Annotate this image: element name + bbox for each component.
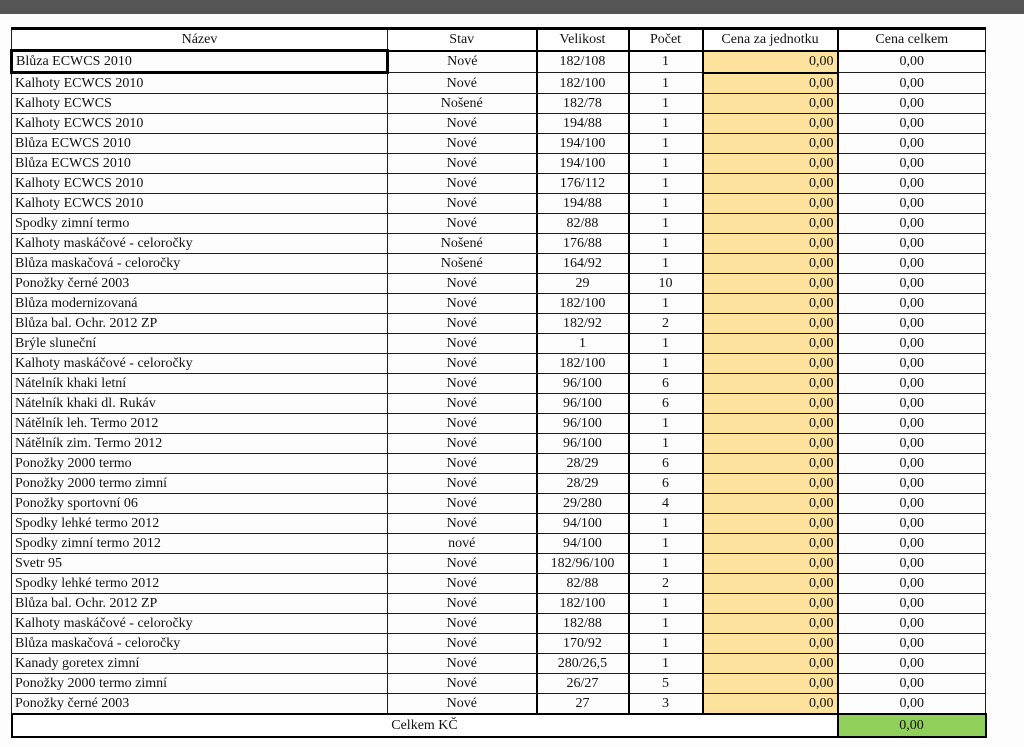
- table-row: [12, 134, 986, 154]
- cell-total-price[interactable]: 0,00: [838, 354, 986, 374]
- table-row: [12, 674, 986, 694]
- summary-total[interactable]: 0,00: [838, 714, 986, 737]
- cell-count[interactable]: 1: [629, 94, 703, 114]
- table-row: [12, 634, 986, 654]
- cell-count[interactable]: 1: [629, 254, 703, 274]
- cell-count[interactable]: 1: [629, 134, 703, 154]
- table-row: [12, 374, 986, 394]
- cell-total-price[interactable]: 0,00: [838, 594, 986, 614]
- cell-total-price[interactable]: 0,00: [838, 514, 986, 534]
- table-row: [12, 554, 986, 574]
- cell-unit-price[interactable]: 0,00: [703, 134, 838, 154]
- cell-total-price[interactable]: 0,00: [838, 334, 986, 354]
- table-row: [12, 174, 986, 194]
- cell-count[interactable]: 1: [629, 594, 703, 614]
- cell-total-price[interactable]: 0,00: [838, 634, 986, 654]
- cell-state[interactable]: Nové: [388, 174, 537, 194]
- cell-total-price[interactable]: 0,00: [838, 374, 986, 394]
- cell-unit-price[interactable]: 0,00: [703, 234, 838, 254]
- cell-total-price[interactable]: 0,00: [838, 234, 986, 254]
- cell-count[interactable]: 1: [629, 414, 703, 434]
- cell-count[interactable]: 1: [629, 534, 703, 554]
- table-row: [12, 534, 986, 554]
- cell-name[interactable]: Spodky zimní termo: [12, 214, 388, 234]
- cell-total-price[interactable]: 0,00: [838, 454, 986, 474]
- cell-total-price[interactable]: 0,00: [838, 154, 986, 174]
- cell-size[interactable]: 96/100: [537, 374, 629, 394]
- cell-unit-price[interactable]: 0,00: [703, 374, 838, 394]
- cell-state[interactable]: Nošené: [388, 254, 537, 274]
- cell-size[interactable]: 164/92: [537, 254, 629, 274]
- cell-state[interactable]: Nové: [388, 51, 537, 73]
- cell-unit-price[interactable]: 0,00: [703, 394, 838, 414]
- table-row: [12, 94, 986, 114]
- cell-name[interactable]: Blůza bal. Ochr. 2012 ZP: [12, 314, 388, 334]
- header-row: [12, 29, 986, 51]
- cell-unit-price[interactable]: 0,00: [703, 154, 838, 174]
- cell-unit-price[interactable]: 0,00: [703, 274, 838, 294]
- table-row: [12, 614, 986, 634]
- cell-unit-price[interactable]: 0,00: [703, 434, 838, 454]
- cell-count[interactable]: 1: [629, 294, 703, 314]
- cell-unit-price[interactable]: 0,00: [703, 494, 838, 514]
- cell-size[interactable]: 182/100: [537, 594, 629, 614]
- cell-size[interactable]: 29/280: [537, 494, 629, 514]
- cell-size[interactable]: 182/92: [537, 314, 629, 334]
- cell-unit-price[interactable]: 0,00: [703, 574, 838, 594]
- cell-total-price[interactable]: 0,00: [838, 94, 986, 114]
- cell-name[interactable]: Brýle sluneční: [12, 334, 388, 354]
- cell-name[interactable]: Blůza maskačová - celoročky: [12, 634, 388, 654]
- cell-unit-price[interactable]: 0,00: [703, 214, 838, 234]
- header-unit-price: Cena za jednotku: [703, 29, 838, 51]
- table-row: [12, 694, 986, 715]
- cell-state[interactable]: Nové: [388, 134, 537, 154]
- cell-size[interactable]: 182/100: [537, 354, 629, 374]
- table-row: [12, 394, 986, 414]
- cell-state[interactable]: Nové: [388, 494, 537, 514]
- table-row: [12, 234, 986, 254]
- table-row: [12, 194, 986, 214]
- cell-total-price[interactable]: 0,00: [838, 534, 986, 554]
- cell-state[interactable]: Nové: [388, 634, 537, 654]
- top-bar: [0, 0, 1024, 14]
- cell-unit-price[interactable]: 0,00: [703, 414, 838, 434]
- cell-name[interactable]: Blůza ECWCS 2010: [12, 51, 388, 73]
- cell-size[interactable]: 94/100: [537, 514, 629, 534]
- cell-name[interactable]: Kalhoty maskáčové - celoročky: [12, 234, 388, 254]
- cell-name[interactable]: Kalhoty ECWCS 2010: [12, 73, 388, 94]
- cell-total-price[interactable]: 0,00: [838, 274, 986, 294]
- cell-total-price[interactable]: 0,00: [838, 434, 986, 454]
- header-total-price: Cena celkem: [838, 29, 986, 51]
- table-row: [12, 114, 986, 134]
- cell-state[interactable]: Nové: [388, 574, 537, 594]
- cell-name[interactable]: Kanady goretex zimní: [12, 654, 388, 674]
- header-name: Název: [12, 29, 388, 51]
- cell-unit-price[interactable]: 0,00: [703, 534, 838, 554]
- cell-state[interactable]: Nové: [388, 614, 537, 634]
- cell-total-price[interactable]: 0,00: [838, 73, 986, 94]
- cell-state[interactable]: Nové: [388, 114, 537, 134]
- cell-unit-price[interactable]: 0,00: [703, 294, 838, 314]
- cell-count[interactable]: 1: [629, 114, 703, 134]
- cell-count[interactable]: 1: [629, 73, 703, 94]
- cell-state[interactable]: Nové: [388, 334, 537, 354]
- table-row: [12, 514, 986, 534]
- cell-size[interactable]: 182/96/100: [537, 554, 629, 574]
- cell-unit-price[interactable]: 0,00: [703, 354, 838, 374]
- cell-count[interactable]: 3: [629, 694, 703, 715]
- cell-unit-price[interactable]: 0,00: [703, 51, 838, 73]
- header-state: Stav: [388, 29, 537, 51]
- cell-count[interactable]: 10: [629, 274, 703, 294]
- cell-name[interactable]: Ponožky sportovní 06: [12, 494, 388, 514]
- cell-name[interactable]: Kalhoty maskáčové - celoročky: [12, 614, 388, 634]
- cell-name[interactable]: Kalhoty ECWCS 2010: [12, 114, 388, 134]
- cell-state[interactable]: Nové: [388, 314, 537, 334]
- cell-size[interactable]: 194/88: [537, 194, 629, 214]
- cell-name[interactable]: Ponožky černé 2003: [12, 274, 388, 294]
- cell-size[interactable]: 28/29: [537, 474, 629, 494]
- cell-total-price[interactable]: 0,00: [838, 494, 986, 514]
- cell-total-price[interactable]: 0,00: [838, 574, 986, 594]
- cell-size[interactable]: 96/100: [537, 434, 629, 454]
- cell-unit-price[interactable]: 0,00: [703, 174, 838, 194]
- summary-row: [12, 714, 986, 737]
- cell-unit-price[interactable]: 0,00: [703, 194, 838, 214]
- table-row: [12, 414, 986, 434]
- table-row: [12, 154, 986, 174]
- cell-size[interactable]: 96/100: [537, 394, 629, 414]
- cell-state[interactable]: Nové: [388, 354, 537, 374]
- cell-count[interactable]: 1: [629, 354, 703, 374]
- cell-count[interactable]: 4: [629, 494, 703, 514]
- cell-state[interactable]: Nové: [388, 194, 537, 214]
- cell-total-price[interactable]: 0,00: [838, 174, 986, 194]
- cell-count[interactable]: 1: [629, 634, 703, 654]
- cell-state[interactable]: Nové: [388, 214, 537, 234]
- cell-unit-price[interactable]: 0,00: [703, 514, 838, 534]
- cell-size[interactable]: 182/78: [537, 94, 629, 114]
- table-row: [12, 574, 986, 594]
- cell-size[interactable]: 170/92: [537, 634, 629, 654]
- cell-name[interactable]: Ponožky 2000 termo zimní: [12, 674, 388, 694]
- table-row: [12, 474, 986, 494]
- cell-state[interactable]: Nové: [388, 514, 537, 534]
- cell-state[interactable]: Nové: [388, 474, 537, 494]
- table-row: [12, 294, 986, 314]
- cell-name[interactable]: Ponožky černé 2003: [12, 694, 388, 715]
- cell-unit-price[interactable]: 0,00: [703, 94, 838, 114]
- cell-name[interactable]: Kalhoty ECWCS 2010: [12, 174, 388, 194]
- cell-total-price[interactable]: 0,00: [838, 414, 986, 434]
- cell-name[interactable]: Ponožky 2000 termo: [12, 454, 388, 474]
- cell-size[interactable]: 29: [537, 274, 629, 294]
- cell-state[interactable]: Nové: [388, 414, 537, 434]
- cell-size[interactable]: 176/112: [537, 174, 629, 194]
- cell-count[interactable]: 1: [629, 614, 703, 634]
- cell-name[interactable]: Nátělník leh. Termo 2012: [12, 414, 388, 434]
- cell-count[interactable]: 1: [629, 174, 703, 194]
- cell-size[interactable]: 194/88: [537, 114, 629, 134]
- cell-state[interactable]: Nové: [388, 374, 537, 394]
- cell-state[interactable]: Nošené: [388, 234, 537, 254]
- cell-state[interactable]: Nošené: [388, 94, 537, 114]
- cell-state[interactable]: Nové: [388, 694, 537, 715]
- cell-count[interactable]: 1: [629, 194, 703, 214]
- cell-size[interactable]: 194/100: [537, 154, 629, 174]
- header-size: Velikost: [537, 29, 629, 51]
- cell-unit-price[interactable]: 0,00: [703, 474, 838, 494]
- table-row: [12, 494, 986, 514]
- cell-name[interactable]: Nátelník khaki letní: [12, 374, 388, 394]
- cell-count[interactable]: 6: [629, 454, 703, 474]
- cell-size[interactable]: 1: [537, 334, 629, 354]
- cell-size[interactable]: 176/88: [537, 234, 629, 254]
- cell-unit-price[interactable]: 0,00: [703, 554, 838, 574]
- table-row: [12, 654, 986, 674]
- table-row: [12, 51, 986, 73]
- cell-total-price[interactable]: 0,00: [838, 614, 986, 634]
- cell-size[interactable]: 194/100: [537, 134, 629, 154]
- cell-state[interactable]: Nové: [388, 554, 537, 574]
- cell-state[interactable]: Nové: [388, 594, 537, 614]
- cell-count[interactable]: 1: [629, 554, 703, 574]
- cell-name[interactable]: Kalhoty ECWCS 2010: [12, 194, 388, 214]
- cell-state[interactable]: Nové: [388, 454, 537, 474]
- cell-state[interactable]: Nové: [388, 654, 537, 674]
- table-row: [12, 594, 986, 614]
- cell-size[interactable]: 94/100: [537, 534, 629, 554]
- cell-name[interactable]: Blůza bal. Ochr. 2012 ZP: [12, 594, 388, 614]
- cell-size[interactable]: 182/108: [537, 51, 629, 73]
- table-row: [12, 274, 986, 294]
- cell-count[interactable]: 1: [629, 654, 703, 674]
- cell-unit-price[interactable]: 0,00: [703, 334, 838, 354]
- cell-state[interactable]: Nové: [388, 674, 537, 694]
- cell-count[interactable]: 1: [629, 514, 703, 534]
- cell-name[interactable]: Kalhoty ECWCS: [12, 94, 388, 114]
- cell-name[interactable]: Spodky lehké termo 2012: [12, 514, 388, 534]
- cell-name[interactable]: Svetr 95: [12, 554, 388, 574]
- spreadsheet-sheet: [0, 14, 1024, 747]
- cell-unit-price[interactable]: 0,00: [703, 73, 838, 94]
- table-row: [12, 73, 986, 94]
- cell-name[interactable]: Nátělník zim. Termo 2012: [12, 434, 388, 454]
- cell-name[interactable]: Blůza modernizovaná: [12, 294, 388, 314]
- cell-state[interactable]: Nové: [388, 73, 537, 94]
- table-row: [12, 214, 986, 234]
- cell-total-price[interactable]: 0,00: [838, 294, 986, 314]
- cell-name[interactable]: Spodky lehké termo 2012: [12, 574, 388, 594]
- cell-size[interactable]: 82/88: [537, 574, 629, 594]
- cell-total-price[interactable]: 0,00: [838, 474, 986, 494]
- header-count: Počet: [629, 29, 703, 51]
- table-row: [12, 254, 986, 274]
- cell-name[interactable]: Kalhoty maskáčové - celoročky: [12, 354, 388, 374]
- summary-label[interactable]: Celkem KČ: [12, 714, 838, 737]
- cell-size[interactable]: 27: [537, 694, 629, 715]
- cell-state[interactable]: Nové: [388, 434, 537, 454]
- cell-total-price[interactable]: 0,00: [838, 654, 986, 674]
- cell-total-price[interactable]: 0,00: [838, 554, 986, 574]
- cell-unit-price[interactable]: 0,00: [703, 454, 838, 474]
- cell-total-price[interactable]: 0,00: [838, 134, 986, 154]
- cell-total-price[interactable]: 0,00: [838, 214, 986, 234]
- cell-total-price[interactable]: 0,00: [838, 114, 986, 134]
- cell-count[interactable]: 1: [629, 214, 703, 234]
- cell-count[interactable]: 1: [629, 334, 703, 354]
- cell-unit-price[interactable]: 0,00: [703, 654, 838, 674]
- cell-count[interactable]: 5: [629, 674, 703, 694]
- cell-total-price[interactable]: 0,00: [838, 194, 986, 214]
- cell-name[interactable]: Ponožky 2000 termo zimní: [12, 474, 388, 494]
- cell-state[interactable]: Nové: [388, 274, 537, 294]
- cell-state[interactable]: Nové: [388, 154, 537, 174]
- cell-count[interactable]: 6: [629, 374, 703, 394]
- cell-size[interactable]: 96/100: [537, 414, 629, 434]
- cell-total-price[interactable]: 0,00: [838, 694, 986, 715]
- cell-size[interactable]: 182/88: [537, 614, 629, 634]
- table-body: [12, 51, 986, 715]
- cell-total-price[interactable]: 0,00: [838, 394, 986, 414]
- table-row: [12, 314, 986, 334]
- cell-count[interactable]: 1: [629, 234, 703, 254]
- cell-name[interactable]: Blůza ECWCS 2010: [12, 134, 388, 154]
- cell-size[interactable]: 182/100: [537, 294, 629, 314]
- cell-state[interactable]: nové: [388, 534, 537, 554]
- cell-unit-price[interactable]: 0,00: [703, 614, 838, 634]
- cell-name[interactable]: Blůza maskačová - celoročky: [12, 254, 388, 274]
- cell-state[interactable]: Nové: [388, 294, 537, 314]
- cell-total-price[interactable]: 0,00: [838, 314, 986, 334]
- cell-size[interactable]: 280/26,5: [537, 654, 629, 674]
- cell-count[interactable]: 1: [629, 51, 703, 73]
- cell-unit-price[interactable]: 0,00: [703, 114, 838, 134]
- table-row: [12, 334, 986, 354]
- cell-name[interactable]: Nátelník khaki dl. Rukáv: [12, 394, 388, 414]
- cell-count[interactable]: 1: [629, 154, 703, 174]
- cell-size[interactable]: 182/100: [537, 73, 629, 94]
- cell-count[interactable]: 1: [629, 434, 703, 454]
- cell-unit-price[interactable]: 0,00: [703, 634, 838, 654]
- cell-count[interactable]: 2: [629, 574, 703, 594]
- cell-size[interactable]: 28/29: [537, 454, 629, 474]
- cell-count[interactable]: 6: [629, 394, 703, 414]
- cell-total-price[interactable]: 0,00: [838, 254, 986, 274]
- cell-state[interactable]: Nové: [388, 394, 537, 414]
- table-row: [12, 434, 986, 454]
- cell-name[interactable]: Blůza ECWCS 2010: [12, 154, 388, 174]
- cell-unit-price[interactable]: 0,00: [703, 254, 838, 274]
- cell-count[interactable]: 6: [629, 474, 703, 494]
- cell-size[interactable]: 82/88: [537, 214, 629, 234]
- cell-total-price[interactable]: 0,00: [838, 674, 986, 694]
- table-row: [12, 454, 986, 474]
- cell-count[interactable]: 2: [629, 314, 703, 334]
- inventory-table: [10, 27, 987, 738]
- cell-total-price[interactable]: 0,00: [838, 51, 986, 73]
- cell-unit-price[interactable]: 0,00: [703, 694, 838, 715]
- cell-name[interactable]: Spodky zimní termo 2012: [12, 534, 388, 554]
- cell-unit-price[interactable]: 0,00: [703, 314, 838, 334]
- cell-size[interactable]: 26/27: [537, 674, 629, 694]
- cell-unit-price[interactable]: 0,00: [703, 674, 838, 694]
- cell-unit-price[interactable]: 0,00: [703, 594, 838, 614]
- table-row: [12, 354, 986, 374]
